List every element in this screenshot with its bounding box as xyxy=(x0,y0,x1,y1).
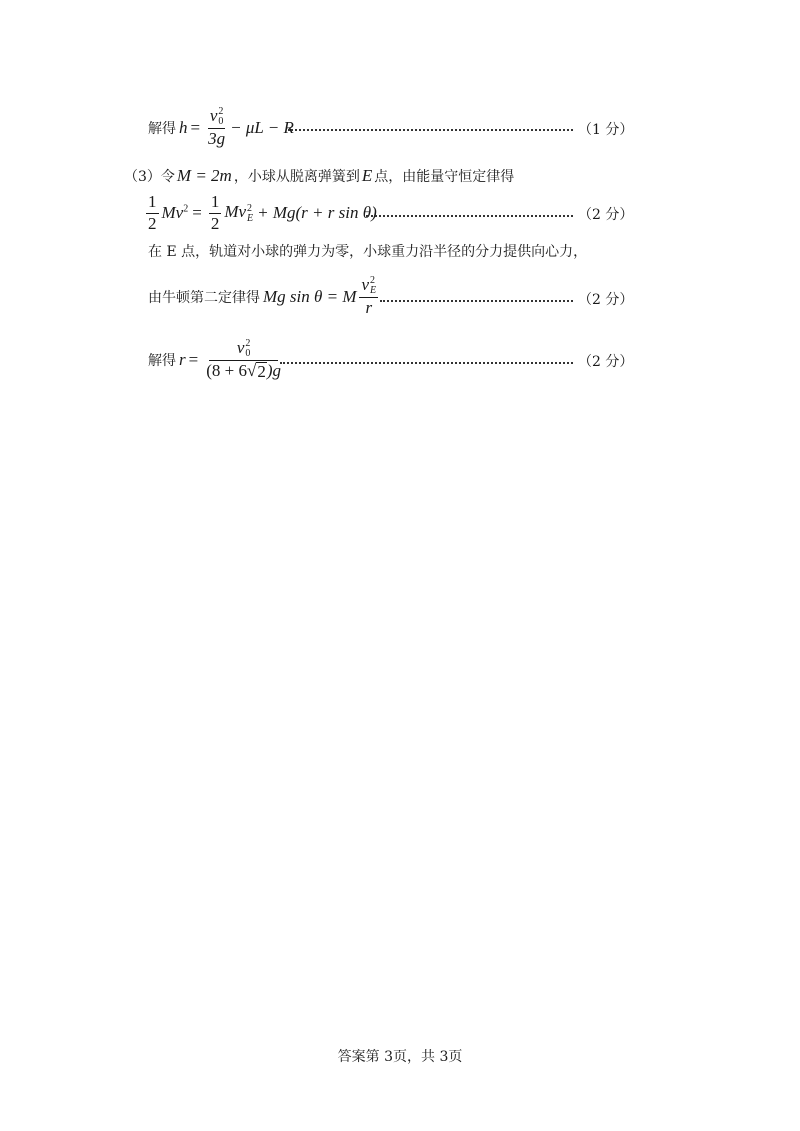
line5-score: （2 分） xyxy=(578,292,634,308)
line1-num-sup: 2 xyxy=(218,106,224,118)
line1-var: h xyxy=(179,118,188,137)
line2-text-c: 点，由能量守恒定律得 xyxy=(374,169,515,185)
line5-leader-dots xyxy=(380,300,573,302)
solution-line-6 xyxy=(148,336,286,384)
page-footer: 答案第 3页，共 3页 xyxy=(337,1049,463,1065)
line6-prefix: 解得 xyxy=(148,353,176,369)
line6-fraction xyxy=(204,339,283,382)
line1-prefix: 解得 xyxy=(148,121,176,137)
line6-fraction-denominator xyxy=(204,361,283,382)
line3-term2 xyxy=(224,202,253,223)
line5-fraction xyxy=(359,276,378,318)
line4-text: 在 E 点，轨道对小球的弹力为零，小球重力沿半径的分力提供向心力， xyxy=(148,244,588,260)
line1-num-sub: 0 xyxy=(218,116,224,128)
line3-leader-dots xyxy=(366,215,573,217)
line3-term2-sub: E xyxy=(247,212,254,224)
line5-lhs: Mg sin θ = M xyxy=(263,287,357,306)
solution-line-3 xyxy=(146,191,377,235)
line5-prefix: 由牛顿第二定律得 xyxy=(148,290,260,306)
solution-line-5 xyxy=(148,274,381,320)
line3-term2-base: Mv xyxy=(224,202,247,222)
line1-rest: − μL − R xyxy=(230,118,294,137)
line3-frac2-num: 1 xyxy=(209,193,222,214)
line1-equals: = xyxy=(190,118,201,137)
line6-sqrt-radicand: 2 xyxy=(257,361,266,381)
line1-num-base: v xyxy=(209,106,218,126)
line5-fraction-numerator xyxy=(359,276,378,298)
line5-num-sup: 2 xyxy=(370,275,376,287)
line3-term1-sup: 2 xyxy=(183,203,189,215)
line1-fraction-numerator xyxy=(208,107,226,129)
sqrt-icon: √ xyxy=(246,360,257,380)
line1-fraction-denominator: 3g xyxy=(208,129,226,149)
line5-fraction-denominator: r xyxy=(365,298,373,318)
line3-fraction-1 xyxy=(146,193,159,233)
line1-leader-dots xyxy=(288,129,573,131)
line3-rest: + Mg(r + r sin θ) xyxy=(257,203,377,222)
line2-math-a: M = 2m xyxy=(176,166,232,185)
line6-num-sup: 2 xyxy=(245,337,251,349)
line3-frac2-den: 2 xyxy=(210,213,220,233)
line2-math-b: E xyxy=(361,166,373,185)
line5-num-base: v xyxy=(361,275,370,295)
line6-var: r xyxy=(179,350,186,369)
line3-fraction-2 xyxy=(209,193,222,233)
line6-den-a: (8 + 6 xyxy=(206,360,247,380)
line3-term1-base: Mv xyxy=(161,203,184,222)
line2-text-a: （3）令 xyxy=(124,169,175,185)
line6-num-base: v xyxy=(236,337,245,357)
line3-frac1-num: 1 xyxy=(146,193,159,214)
line1-fraction xyxy=(206,107,227,149)
line3-term2-sup: 2 xyxy=(247,202,253,214)
line6-den-b: )g xyxy=(266,360,281,380)
line6-fraction-numerator xyxy=(209,339,279,361)
line6-leader-dots xyxy=(280,362,573,364)
line2-text-b: ，小球从脱离弹簧到 xyxy=(233,169,360,185)
line1-score: （1 分） xyxy=(578,122,634,138)
line3-equals: = xyxy=(192,203,202,222)
line6-equals: = xyxy=(188,350,199,369)
solution-line-1 xyxy=(148,105,294,151)
solution-line-2 xyxy=(124,165,514,187)
line3-term1 xyxy=(162,203,189,223)
line3-score: （2 分） xyxy=(578,207,634,223)
solution-line-4 xyxy=(148,240,587,262)
line6-num-sub: 0 xyxy=(245,347,251,359)
line6-score: （2 分） xyxy=(578,354,634,370)
line3-frac1-den: 2 xyxy=(148,213,157,233)
line6-sqrt xyxy=(247,362,267,382)
line5-num-sub: E xyxy=(370,285,377,297)
